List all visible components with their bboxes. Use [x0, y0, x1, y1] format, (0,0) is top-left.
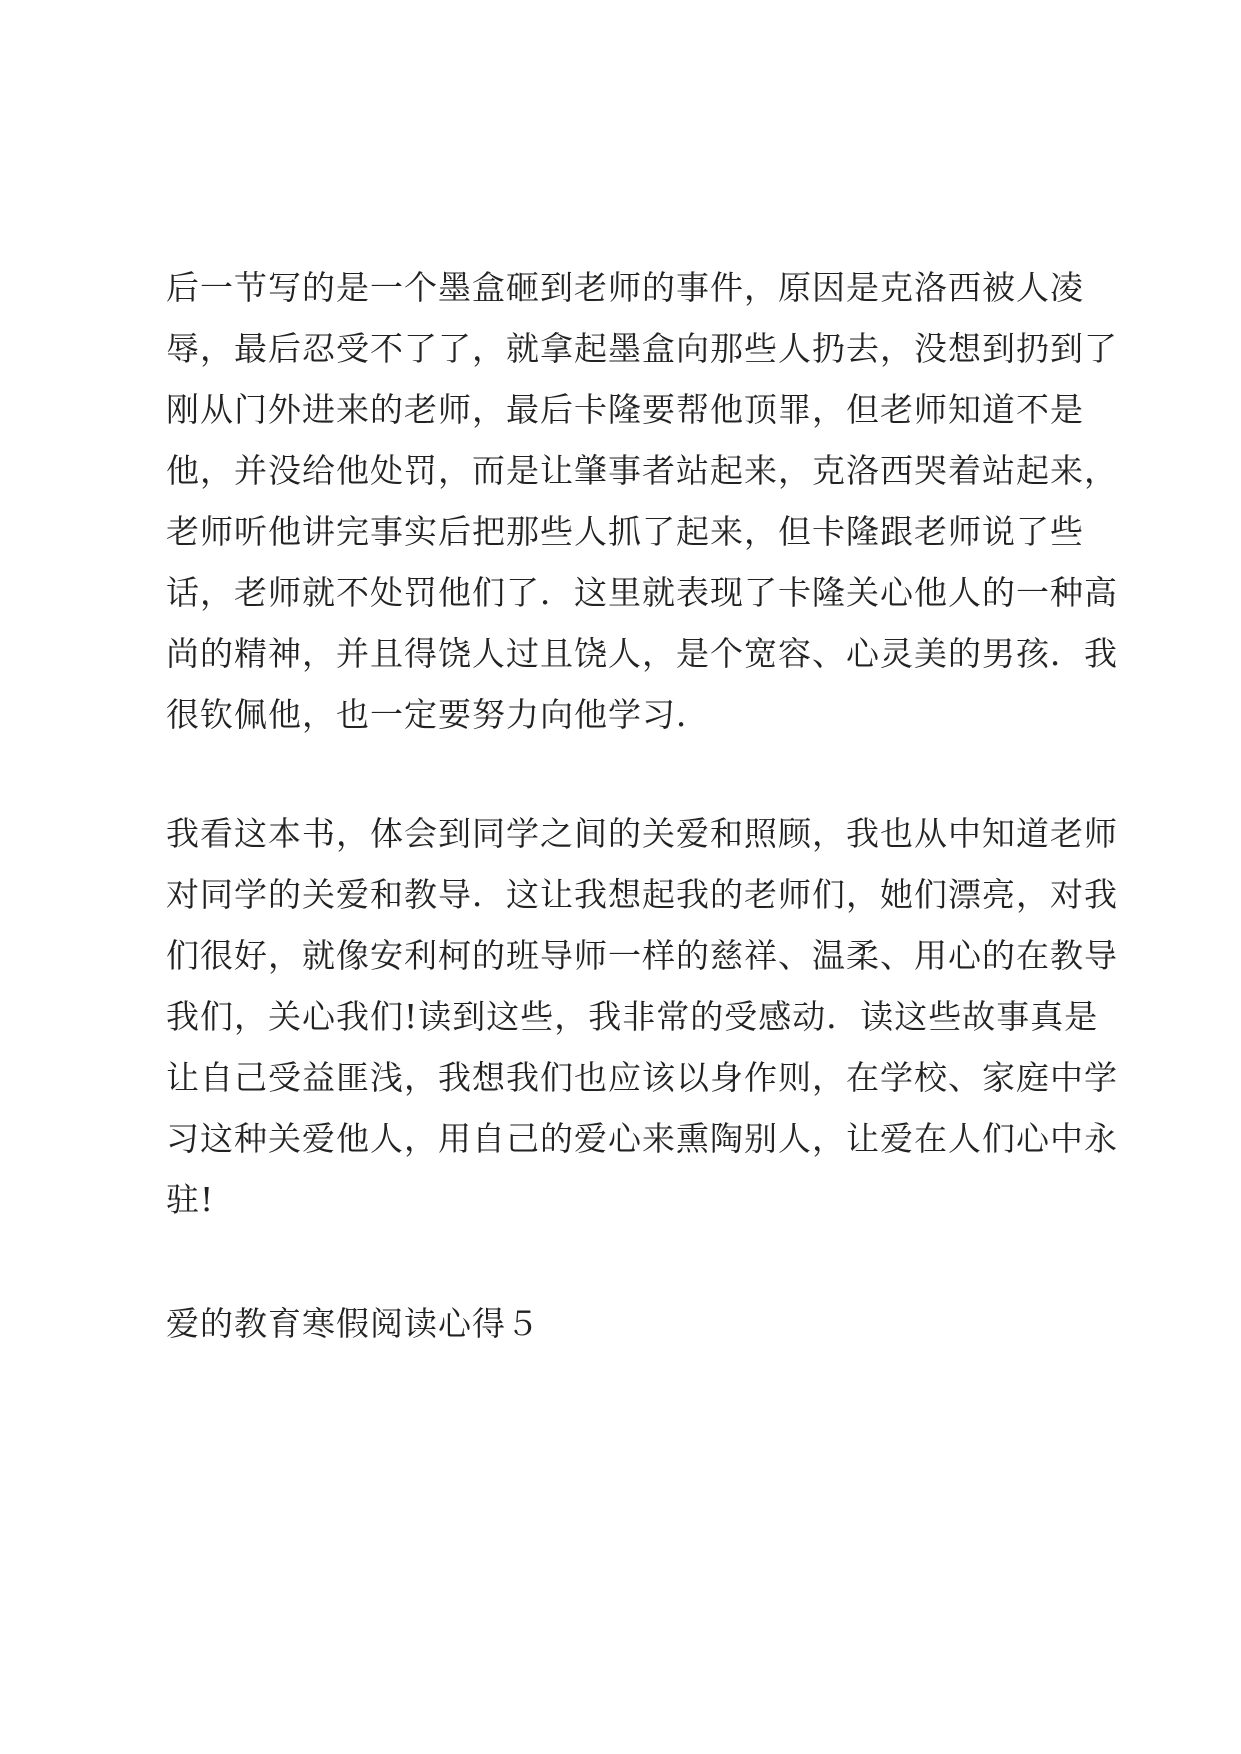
document-body [166, 257, 1118, 1354]
text-line: 驻! [166, 1180, 215, 1219]
text-line: 后一节写的是一个墨盒砸到老师的事件，原因是克洛西被人凌 [166, 268, 1084, 307]
text-line: 很钦佩他，也一定要努力向他学习． [166, 695, 710, 734]
text-line: 我看这本书，体会到同学之间的关爱和照顾，我也从中知道老师 [166, 814, 1118, 853]
text-line: 他，并没给他处罚，而是让肇事者站起来，克洛西哭着站起来， [166, 451, 1118, 490]
text-line: 我们，关心我们!读到这些，我非常的受感动．读这些故事真是 [166, 997, 1099, 1036]
text-line: 话，老师就不处罚他们了．这里就表现了卡隆关心他人的一种高 [166, 573, 1118, 612]
text-line: 对同学的关爱和教导．这让我想起我的老师们，她们漂亮，对我 [166, 875, 1118, 914]
paragraph-1 [166, 257, 1118, 745]
text-line: 们很好，就像安利柯的班导师一样的慈祥、温柔、用心的在教导 [166, 936, 1118, 975]
text-line: 老师听他讲完事实后把那些人抓了起来，但卡隆跟老师说了些 [166, 512, 1084, 551]
section-heading: 爱的教育寒假阅读心得５ [166, 1304, 540, 1343]
text-line: 习这种关爱他人，用自己的爱心来熏陶别人，让爱在人们心中永 [166, 1119, 1118, 1158]
text-line: 辱，最后忍受不了了，就拿起墨盒向那些人扔去，没想到扔到了 [166, 329, 1118, 368]
text-line: 刚从门外进来的老师，最后卡隆要帮他顶罪，但老师知道不是 [166, 390, 1084, 429]
text-line: 尚的精神，并且得饶人过且饶人，是个宽容、心灵美的男孩．我 [166, 634, 1118, 673]
text-line: 让自己受益匪浅，我想我们也应该以身作则，在学校、家庭中学 [166, 1058, 1118, 1097]
paragraph-2 [166, 803, 1118, 1230]
